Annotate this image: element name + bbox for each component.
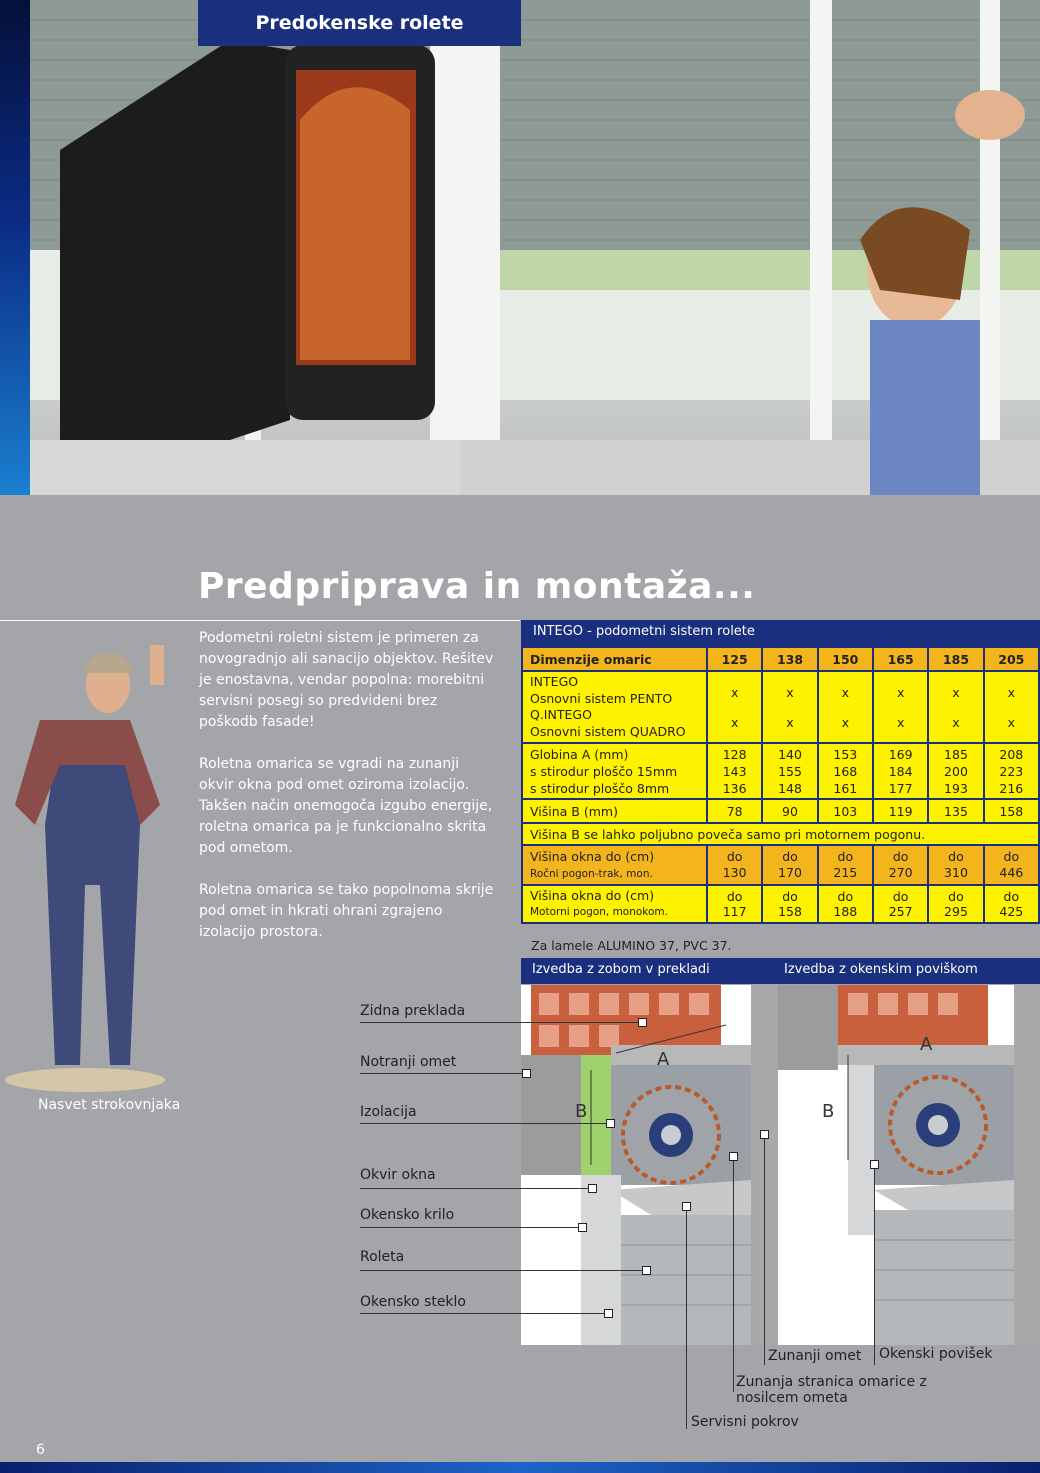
leader-line [360, 1188, 592, 1189]
height-note: Višina B se lahko poljubno poveča samo pri motornem pogonu. [522, 823, 1039, 845]
row-label: Višina okna do (cm) Motorni pogon, monokom. [522, 885, 707, 923]
row-label: Globina A (mm) s stirodur ploščo 15mm s stirodur ploščo 8mm [522, 743, 707, 799]
photo-illustration [0, 0, 1040, 495]
paragraph: Podometni roletni sistem je primeren za novogradnjo ali sanacijo objektov. Rešitev je enostavna, vendar popolna: morebitni servisni posegi so predvideni brez poškodb fasade! [199, 630, 494, 730]
leader-line [360, 1022, 642, 1023]
table-row [522, 743, 1039, 799]
table-row [522, 845, 1039, 885]
leader-line [360, 1073, 526, 1074]
table-footnote: Za lamele ALUMINO 37, PVC 37. [531, 938, 732, 953]
row-label: Višina B (mm) [522, 799, 707, 823]
diagram-right-title: Izvedba z okenskim poviškom [773, 958, 1040, 984]
leader-line [360, 1123, 610, 1124]
marker-b-left: B [575, 1101, 588, 1122]
table-row [522, 823, 1039, 845]
table-cell: 208 223 216 [984, 743, 1039, 799]
marker-square [522, 1069, 531, 1078]
dimensions-table [521, 646, 1040, 924]
page-number: 6 [36, 1442, 45, 1458]
table-cell: do 310 [928, 845, 983, 885]
row-label: INTEGO Osnovni sistem PENTO Q.INTEGO Osnovni sistem QUADRO [522, 671, 707, 743]
worker-caption: Nasvet strokovnjaka [38, 1097, 181, 1113]
marker-square [870, 1160, 879, 1169]
decorative-bottom-bar [0, 1462, 1040, 1473]
marker-a-left: A [657, 1049, 670, 1070]
table-cell: x x [818, 671, 873, 743]
leader-line [733, 1157, 734, 1392]
hero-photo [0, 0, 1040, 495]
table-cell: 90 [762, 799, 817, 823]
label-roleta: Roleta [360, 1249, 405, 1265]
table-cell: do 117 [707, 885, 762, 923]
marker-square [682, 1202, 691, 1211]
label-notranji-omet: Notranji omet [360, 1054, 457, 1070]
table-cell: 185 200 193 [928, 743, 983, 799]
leader-line [764, 1135, 765, 1365]
table-cell: do 270 [873, 845, 928, 885]
table-cell: do 170 [762, 845, 817, 885]
page-heading: Predpriprava in montaža... [198, 566, 756, 607]
diagram-left [521, 985, 777, 1345]
table-cell: x x [928, 671, 983, 743]
paragraph: Roletna omarica se tako popolnoma skrije pod omet in hkrati ohrani zgrajeno izolacijo prostora. [199, 882, 494, 940]
label-okenski-povisek: Okenski povišek [879, 1346, 993, 1362]
marker-b-right: B [822, 1101, 835, 1122]
header-cell: 165 [873, 647, 928, 671]
label-zunanja-stranica: Zunanja stranica omarice z nosilcem ometa [736, 1374, 927, 1406]
table-cell: do 215 [818, 845, 873, 885]
marker-a-right: A [920, 1034, 933, 1055]
table-header-row [522, 647, 1039, 671]
table-cell: 135 [928, 799, 983, 823]
leader-line [360, 1270, 645, 1271]
table-cell: do 257 [873, 885, 928, 923]
table-cell: x x [762, 671, 817, 743]
table-cell: do 295 [928, 885, 983, 923]
table-cell: 78 [707, 799, 762, 823]
label-izolacija: Izolacija [360, 1104, 417, 1120]
table-cell: 140 155 148 [762, 743, 817, 799]
table-cell: 169 184 177 [873, 743, 928, 799]
header-cell: 138 [762, 647, 817, 671]
marker-square [606, 1119, 615, 1128]
diagram-left-title: Izvedba z zobom v prekladi [521, 958, 784, 984]
header-cell: 185 [928, 647, 983, 671]
decorative-left-bar [0, 0, 30, 495]
header-cell: Dimenzije omaric [522, 647, 707, 671]
header-cell: 205 [984, 647, 1039, 671]
marker-square [760, 1130, 769, 1139]
intro-text [199, 628, 495, 964]
table-row [522, 671, 1039, 743]
table-cell: x x [984, 671, 1039, 743]
table-cell: 103 [818, 799, 873, 823]
label-okensko-krilo: Okensko krilo [360, 1207, 455, 1223]
table-cell: x x [707, 671, 762, 743]
table-cell: do 446 [984, 845, 1039, 885]
table-cell: 119 [873, 799, 928, 823]
table-cell: do 425 [984, 885, 1039, 923]
table-cell: 128 143 136 [707, 743, 762, 799]
paragraph: Roletna omarica se vgradi na zunanji okvir okna pod omet oziroma izolacijo. Takšen način onemogoča izgubo energije, roletna omarica pa je funkcionalno skrita pod ometom. [199, 756, 493, 856]
marker-square [588, 1184, 597, 1193]
label-okvir-okna: Okvir okna [360, 1167, 436, 1183]
leader-line [360, 1227, 582, 1228]
leader-line [874, 1165, 875, 1365]
label-zunanji-omet: Zunanji omet [768, 1348, 862, 1364]
section-tab: Predokenske rolete [198, 0, 521, 46]
marker-square [642, 1266, 651, 1275]
marker-square [604, 1309, 613, 1318]
table-row [522, 885, 1039, 923]
marker-square [729, 1152, 738, 1161]
leader-line [686, 1207, 687, 1429]
header-cell: 150 [818, 647, 873, 671]
table-row [522, 799, 1039, 823]
marker-square [638, 1018, 647, 1027]
table-cell: do 130 [707, 845, 762, 885]
table-cell: 153 168 161 [818, 743, 873, 799]
diagram-right [778, 985, 1040, 1345]
label-servisni-pokrov: Servisni pokrov [691, 1414, 799, 1430]
table-cell: 158 [984, 799, 1039, 823]
table-title: INTEGO - podometni sistem rolete [521, 620, 1040, 646]
table-cell: x x [873, 671, 928, 743]
worker-illustration [0, 625, 180, 1095]
table-cell: do 188 [818, 885, 873, 923]
marker-square [578, 1223, 587, 1232]
row-label: Višina okna do (cm) Ročni pogon-trak, mon. [522, 845, 707, 885]
header-cell: 125 [707, 647, 762, 671]
label-zidna-preklada: Zidna preklada [360, 1003, 466, 1019]
table-cell: do 158 [762, 885, 817, 923]
divider [0, 620, 520, 621]
leader-line [360, 1313, 608, 1314]
label-okensko-steklo: Okensko steklo [360, 1294, 466, 1310]
